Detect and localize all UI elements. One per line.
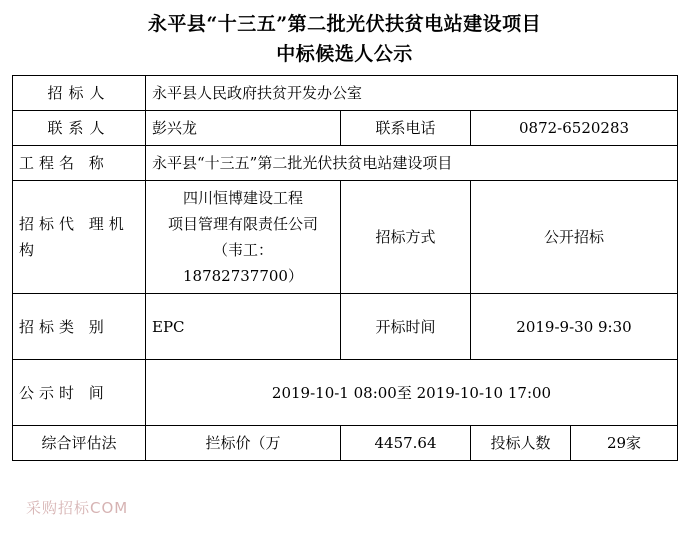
phone-label: 联系电话 [341, 111, 471, 146]
bid-type-value: EPC [146, 294, 341, 360]
open-time-label: 开标时间 [341, 294, 471, 360]
announcement-table [12, 75, 678, 461]
tenderer-value: 永平县人民政府扶贫开发办公室 [146, 76, 678, 111]
bidder-count-label: 投标人数 [471, 426, 571, 461]
table-row [13, 146, 678, 181]
table-row [13, 111, 678, 146]
watermark: 采购招标COM [26, 499, 129, 517]
agency-line-3: （韦工： [212, 241, 273, 259]
table-row [13, 76, 678, 111]
table-row [13, 426, 678, 461]
bid-method-label: 招标方式 [341, 181, 471, 294]
agency-line-4: 18782737700） [183, 267, 303, 285]
control-price-label: 拦标价（万 [146, 426, 341, 461]
open-time-value: 2019-9-30 9:30 [471, 294, 678, 360]
bid-type-label: 招标类 别 [13, 294, 146, 360]
phone-value: 0872-6520283 [471, 111, 678, 146]
bid-method-value: 公开招标 [471, 181, 678, 294]
table-row [13, 294, 678, 360]
contact-value: 彭兴龙 [146, 111, 341, 146]
bidder-count-value: 29家 [571, 426, 678, 461]
agency-line-2: 项目管理有限责任公司 [167, 215, 318, 233]
notice-time-label: 公示时 间 [13, 360, 146, 426]
project-name-value: 永平县“十三五”第二批光伏扶贫电站建设项目 [146, 146, 678, 181]
eval-method-value: 综合评估法 [13, 426, 146, 461]
table-row [13, 360, 678, 426]
agency-value [146, 181, 341, 294]
table-row [13, 181, 678, 294]
project-name-label: 工程名 称 [13, 146, 146, 181]
page-subtitle: 中标候选人公示 [276, 43, 413, 65]
contact-label: 联系人 [13, 111, 146, 146]
tenderer-label: 招标人 [13, 76, 146, 111]
agency-label: 招标代 理机构 [13, 181, 146, 294]
agency-line-1: 四川恒博建设工程 [182, 189, 303, 207]
notice-time-value: 2019-10-1 08:00至 2019-10-10 17:00 [146, 360, 678, 426]
control-price-value: 4457.64 [341, 426, 471, 461]
page-title: 永平县“十三五”第二批光伏扶贫电站建设项目 [147, 13, 542, 35]
